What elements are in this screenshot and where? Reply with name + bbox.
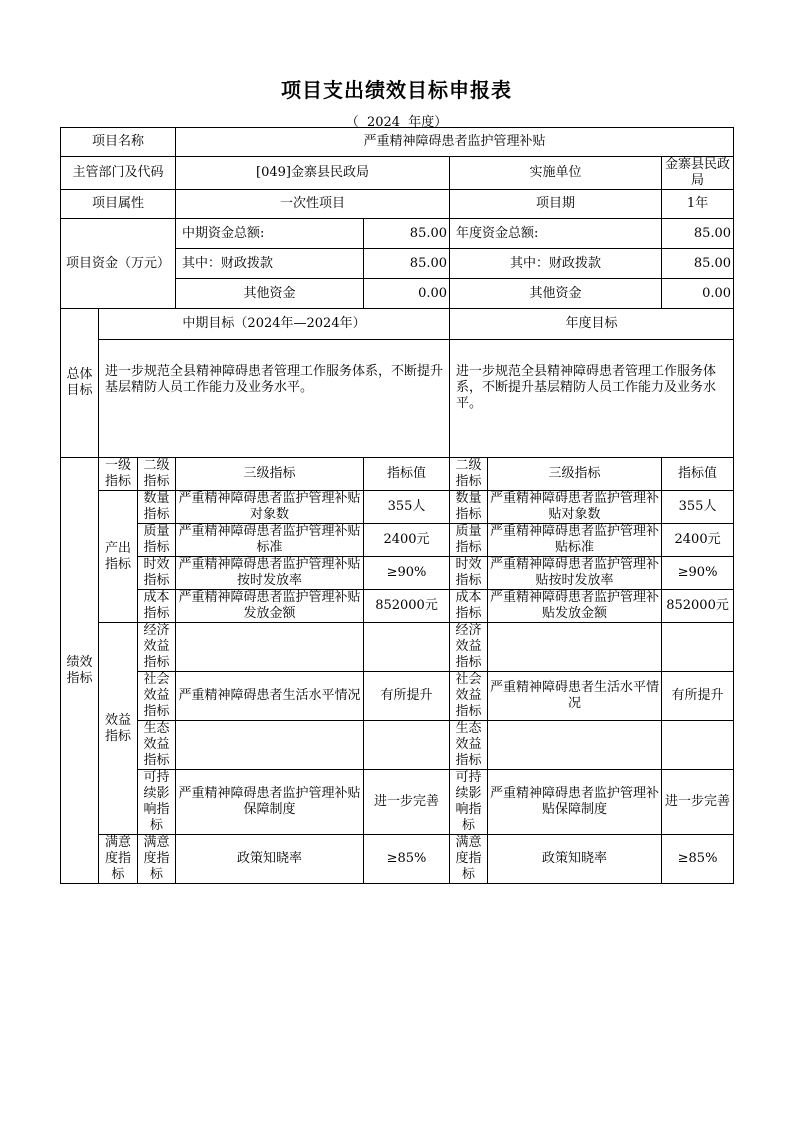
satisfaction-indicator-label: 满意度指标 — [99, 835, 138, 884]
table-row — [61, 721, 734, 770]
value-cell: 2400元 — [364, 524, 450, 557]
year-line: （ 2024 年度） — [345, 115, 448, 130]
dept-value: [049]金寨县民政局 — [176, 157, 450, 190]
level3-cell — [176, 623, 364, 672]
col-level1: 一级指标 — [99, 458, 138, 491]
level3-cell: 严重精神障碍患者监护管理补贴对象数 — [176, 491, 364, 524]
value-cell: ≥90% — [364, 557, 450, 590]
level2-cell-year: 质量指标 — [450, 524, 488, 557]
output-indicator-label: 产出指标 — [99, 491, 138, 623]
value-cell-year: ≥85% — [662, 835, 734, 884]
level2-cell-year: 社会效益指标 — [450, 672, 488, 721]
table-row — [61, 623, 734, 672]
mid-total-value: 85.00 — [364, 219, 450, 249]
level2-cell: 满意度指标 — [138, 835, 176, 884]
col-level3: 三级指标 — [176, 458, 364, 491]
level3-cell-year: 严重精神障碍患者监护管理补贴对象数 — [488, 491, 662, 524]
year-fiscal-label: 其中：财政拨款 — [450, 249, 662, 279]
year-total-value: 85.00 — [662, 219, 734, 249]
year-goal-header: 年度目标 — [450, 309, 734, 340]
attr-label: 项目属性 — [61, 190, 176, 219]
level3-cell: 严重精神障碍患者监护管理补贴保障制度 — [176, 770, 364, 835]
level2-cell: 数量指标 — [138, 491, 176, 524]
mid-other-value: 0.00 — [364, 279, 450, 309]
value-cell — [364, 721, 450, 770]
period-label: 项目期 — [450, 190, 662, 219]
level3-cell: 严重精神障碍患者监护管理补贴发放金额 — [176, 590, 364, 623]
col-level2: 二级指标 — [138, 458, 176, 491]
attr-value: 一次性项目 — [176, 190, 450, 219]
col-value: 指标值 — [364, 458, 450, 491]
impl-label: 实施单位 — [450, 157, 662, 190]
level3-cell: 严重精神障碍患者监护管理补贴按时发放率 — [176, 557, 364, 590]
mid-other-label: 其他资金 — [176, 279, 364, 309]
table-row — [61, 524, 734, 557]
level2-cell: 生态效益指标 — [138, 721, 176, 770]
value-cell: 355人 — [364, 491, 450, 524]
dept-label: 主管部门及代码 — [61, 157, 176, 190]
level2-cell-year: 成本指标 — [450, 590, 488, 623]
level2-cell-year: 数量指标 — [450, 491, 488, 524]
level2-cell: 成本指标 — [138, 590, 176, 623]
row-attributes — [61, 190, 734, 219]
value-cell-year — [662, 721, 734, 770]
level3-cell-year — [488, 623, 662, 672]
project-name-value: 严重精神障碍患者监护管理补贴 — [176, 128, 734, 157]
year-fiscal-value: 85.00 — [662, 249, 734, 279]
level3-cell-year: 严重精神障碍患者监护管理补贴保障制度 — [488, 770, 662, 835]
value-cell: ≥85% — [364, 835, 450, 884]
level2-cell-year: 经济效益指标 — [450, 623, 488, 672]
table-row — [61, 672, 734, 721]
level3-cell-year: 政策知晓率 — [488, 835, 662, 884]
mid-fiscal-value: 85.00 — [364, 249, 450, 279]
table-row — [61, 835, 734, 884]
level3-cell-year: 严重精神障碍患者生活水平情况 — [488, 672, 662, 721]
level3-cell-year: 严重精神障碍患者监护管理补贴发放金额 — [488, 590, 662, 623]
col-level3-year: 三级指标 — [488, 458, 662, 491]
mid-goal-text: 进一步规范全县精神障碍患者管理工作服务体系，不断提升基层精防人员工作能力及业务水平。 — [99, 340, 450, 458]
value-cell — [364, 623, 450, 672]
performance-table — [60, 127, 734, 884]
funds-label: 项目资金（万元） — [61, 219, 176, 309]
indicators-label: 绩效指标 — [61, 458, 99, 884]
year-other-label: 其他资金 — [450, 279, 662, 309]
value-cell-year: 852000元 — [662, 590, 734, 623]
value-cell-year: 有所提升 — [662, 672, 734, 721]
value-cell-year: 355人 — [662, 491, 734, 524]
year-other-value: 0.00 — [662, 279, 734, 309]
value-cell: 852000元 — [364, 590, 450, 623]
level3-cell-year: 严重精神障碍患者监护管理补贴标准 — [488, 524, 662, 557]
value-cell: 有所提升 — [364, 672, 450, 721]
level2-cell-year: 可持续影响指标 — [450, 770, 488, 835]
level3-cell-year: 严重精神障碍患者监护管理补贴按时发放率 — [488, 557, 662, 590]
mid-total-label: 中期资金总额: — [176, 219, 364, 249]
level2-cell: 经济效益指标 — [138, 623, 176, 672]
mid-fiscal-label: 其中：财政拨款 — [176, 249, 364, 279]
table-row — [61, 491, 734, 524]
col-level2-year: 二级指标 — [450, 458, 488, 491]
value-cell-year — [662, 623, 734, 672]
row-indicator-header — [61, 458, 734, 491]
col-value-year: 指标值 — [662, 458, 734, 491]
level3-cell: 政策知晓率 — [176, 835, 364, 884]
level2-cell: 质量指标 — [138, 524, 176, 557]
row-goals-header — [61, 309, 734, 340]
table-row — [61, 770, 734, 835]
level2-cell-year: 时效指标 — [450, 557, 488, 590]
row-project-name — [61, 128, 734, 157]
level2-cell-year: 满意度指标 — [450, 835, 488, 884]
value-cell: 进一步完善 — [364, 770, 450, 835]
level2-cell: 时效指标 — [138, 557, 176, 590]
year-goal-text: 进一步规范全县精神障碍患者管理工作服务体系，不断提升基层精防人员工作能力及业务水平。 — [450, 340, 734, 458]
benefit-indicator-label: 效益指标 — [99, 623, 138, 835]
value-cell-year: 进一步完善 — [662, 770, 734, 835]
level2-cell: 社会效益指标 — [138, 672, 176, 721]
goals-label: 总体目标 — [61, 309, 99, 458]
row-department — [61, 157, 734, 190]
row-goals-text — [61, 340, 734, 458]
page-title: 项目支出绩效目标申报表 — [281, 78, 512, 102]
period-value: 1年 — [662, 190, 734, 219]
level2-cell: 可持续影响指标 — [138, 770, 176, 835]
level3-cell-year — [488, 721, 662, 770]
level3-cell — [176, 721, 364, 770]
mid-goal-header: 中期目标（2024年—2024年） — [99, 309, 450, 340]
level2-cell-year: 生态效益指标 — [450, 721, 488, 770]
level3-cell: 严重精神障碍患者监护管理补贴标准 — [176, 524, 364, 557]
table-row — [61, 590, 734, 623]
table-row — [61, 557, 734, 590]
project-name-label: 项目名称 — [61, 128, 176, 157]
value-cell-year: ≥90% — [662, 557, 734, 590]
level3-cell: 严重精神障碍患者生活水平情况 — [176, 672, 364, 721]
impl-value: 金寨县民政局 — [662, 157, 734, 190]
row-funds-total — [61, 219, 734, 249]
value-cell-year: 2400元 — [662, 524, 734, 557]
year-total-label: 年度资金总额: — [450, 219, 662, 249]
